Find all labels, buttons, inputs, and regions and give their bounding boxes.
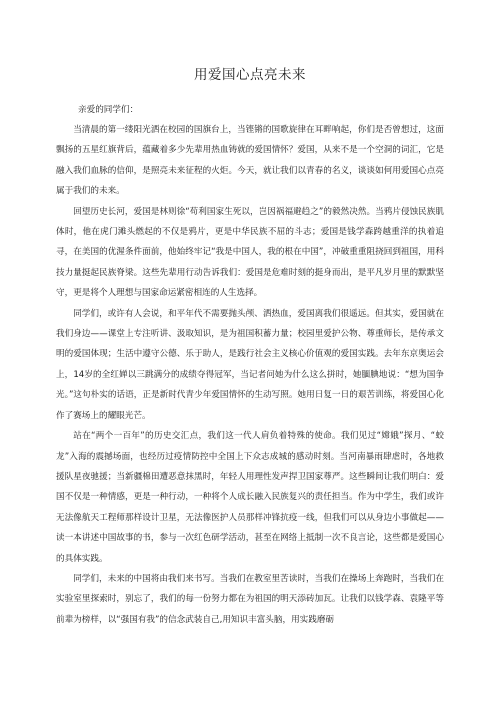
paragraph: 站在“两个一百年”的历史交汇点，我们这一代人肩负着特殊的使命。我们见过“嫦娥”探月、“蛟龙”入海的震撼场面，也经历过疫情防控中全国上下众志成城的感动时刻。当河南暴雨肆虐时，各地救援队星夜驰援；当新疆棉田遭恶意抹黑时，年轻人用理性发声捍卫国家尊严。这些瞬间让我们明白：爱国不仅是一种情感，更是一种行动，一种将个人成长融入民族复兴的责任担当。作为中学生，我们或许无法像航天工程师那样设计卫星，无法像医护人员那样冲锋抗疫一线，但我们可以从身边小事做起——读一本讲述中国故事的书，参与一次红色研学活动，甚至在网络上抵制一次不良言论，这些都是爱国心的具体实践。 bbox=[56, 431, 444, 564]
paragraph: 同学们，或许有人会说，和平年代不需要抛头颅、洒热血，爱国离我们很遥远。但其实，爱国就在我们身边——课堂上专注听讲、汲取知识，是为祖国积蓄力量；校园里爱护公物、尊重师长，是传承文明的爱国体现；生活中遵守公德、乐于助人，是践行社会主义核心价值观的爱国实践。去年东京奥运会上，14岁的全红婵以三跳满分的成绩夺得冠军，当记者问她为什么这么拼时，她腼腆地说：“想为国争光。”这句朴实的话语，正是新时代青少年爱国情怀的生动写照。她用日复一日的艰苦训练，将爱国心化作了赛场上的耀眼光芒。 bbox=[56, 308, 444, 421]
document-title: 用爱国心点亮未来 bbox=[194, 67, 306, 83]
paragraph: 同学们，未来的中国将由我们来书写。当我们在教室里苦读时，当我们在操场上奔跑时，当我们在实验室里探索时，别忘了，我们的每一份努力都在为祖国的明天添砖加瓦。让我们以钱学森、袁隆平等前辈为榜样，以“强国有我”的信念武装自己,用知识丰富头脑，用实践磨砺 bbox=[56, 573, 444, 625]
greeting: 亲爱的同学们： bbox=[78, 105, 139, 115]
paragraph: 回望历史长河，爱国是林则徐“苟利国家生死以，岂因祸福避趋之”的毅然决然。当鸦片侵蚀民族肌体时，他在虎门滩头燃起的不仅是鸦片，更是中华民族不屈的斗志；爱国是钱学森跨越重洋的执着追寻，在美国的优渥条件面前，他始终牢记“我是中国人，我的根在中国”，冲破重重阻挠回到祖国，用科技力量挺起民族脊梁。这些先辈用行动告诉我们：爱国是危难时刻的挺身而出，是平凡岁月里的默默坚守，更是将个人理想与国家命运紧密相连的人生选择。 bbox=[56, 206, 444, 299]
paragraph: 当清晨的第一缕阳光洒在校园的国旗台上，当铿锵的国歌旋律在耳畔响起，你们是否曾想过，这面飘扬的五星红旗背后，蕴藏着多少先辈用热血铸就的爱国情怀？爱国，从来不是一个空洞的词汇，它是融入我们血脉的信仰，是照亮未来征程的火炬。今天，就让我们以青春的名义，谈谈如何用爱国心点亮属于我们的未来。 bbox=[56, 125, 444, 197]
